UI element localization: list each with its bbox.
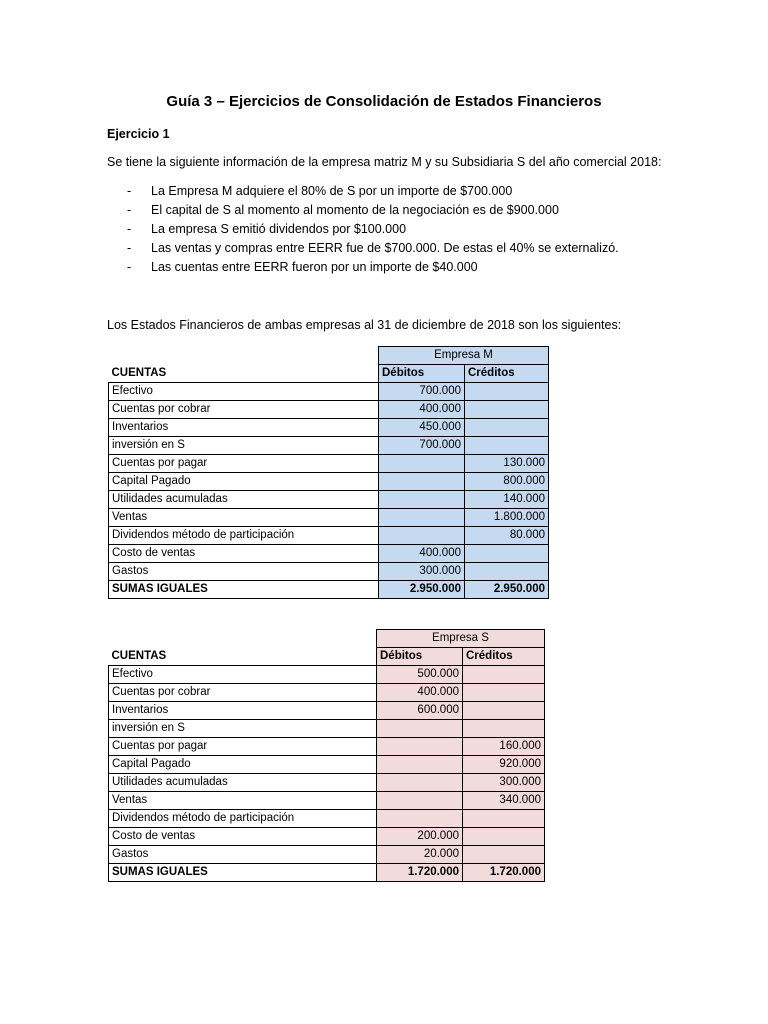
account-cell: Inventarios: [109, 702, 377, 720]
debit-cell: 450.000: [379, 419, 465, 437]
table-row: [109, 509, 549, 527]
table-row: [109, 774, 545, 792]
account-cell: Ventas: [109, 509, 379, 527]
account-cell: Efectivo: [109, 666, 377, 684]
debit-cell: 700.000: [379, 383, 465, 401]
account-cell: Utilidades acumuladas: [109, 774, 377, 792]
account-cell: Gastos: [109, 846, 377, 864]
debit-cell: [377, 810, 463, 828]
table-row: [109, 738, 545, 756]
total-credit: 1.720.000: [463, 864, 545, 882]
financial-table-empresa-s: [108, 629, 545, 882]
debit-cell: [377, 774, 463, 792]
statements-intro: Los Estados Financieros de ambas empresas al 31 de diciembre de 2018 son los siguientes:: [107, 318, 622, 332]
bullet-dash: -: [127, 260, 132, 274]
table-row: [109, 455, 549, 473]
account-cell: Cuentas por pagar: [109, 738, 377, 756]
account-cell: Costo de ventas: [109, 545, 379, 563]
credit-cell: [465, 419, 549, 437]
debit-cell: 400.000: [377, 684, 463, 702]
facts-list: [127, 183, 619, 278]
list-item: - El capital de S al momento al momento de la negociación es de $900.000: [127, 203, 559, 217]
total-debit: 1.720.000: [377, 864, 463, 882]
financial-table-empresa-m: [108, 346, 549, 599]
account-cell: Capital Pagado: [109, 473, 379, 491]
credit-cell: 140.000: [465, 491, 549, 509]
list-item: - Las ventas y compras entre EERR fue de $700.000. De estas el 40% se externalizó.: [127, 241, 619, 255]
account-cell: Gastos: [109, 563, 379, 581]
table-row: [109, 792, 545, 810]
debit-cell: 400.000: [379, 401, 465, 419]
bullet-dash: -: [127, 203, 132, 217]
account-cell: Efectivo: [109, 383, 379, 401]
empty-cell: [109, 630, 377, 648]
credits-header: Créditos: [465, 365, 549, 383]
bullet-dash: -: [127, 222, 132, 236]
table-row: [109, 684, 545, 702]
debit-cell: 700.000: [379, 437, 465, 455]
account-cell: Dividendos método de participación: [109, 527, 379, 545]
empty-cell: [109, 347, 379, 365]
debit-cell: [377, 756, 463, 774]
accounts-header: CUENTAS: [109, 365, 379, 383]
list-item: - La empresa S emitió dividendos por $100.000: [127, 222, 407, 236]
document-title: Guía 3 – Ejercicios de Consolidación de Estados Financieros: [166, 93, 602, 110]
table-row: [109, 401, 549, 419]
debit-cell: [377, 792, 463, 810]
debit-cell: [379, 509, 465, 527]
account-cell: Costo de ventas: [109, 828, 377, 846]
credit-cell: [465, 437, 549, 455]
credit-cell: [463, 702, 545, 720]
credit-cell: [463, 810, 545, 828]
debit-cell: [379, 455, 465, 473]
credit-cell: [465, 563, 549, 581]
credit-cell: [463, 846, 545, 864]
accounts-header: CUENTAS: [109, 648, 377, 666]
account-cell: Cuentas por cobrar: [109, 401, 379, 419]
account-cell: Utilidades acumuladas: [109, 491, 379, 509]
credit-cell: 340.000: [463, 792, 545, 810]
table-row: [109, 756, 545, 774]
debit-cell: [379, 527, 465, 545]
company-header: Empresa S: [377, 630, 545, 648]
account-cell: inversión en S: [109, 720, 377, 738]
table-row: [109, 527, 549, 545]
bullet-dash: -: [127, 184, 132, 198]
totals-row: [109, 864, 545, 882]
debit-cell: 400.000: [379, 545, 465, 563]
total-debit: 2.950.000: [379, 581, 465, 599]
table-row: [109, 383, 549, 401]
account-cell: Dividendos método de participación: [109, 810, 377, 828]
table-row: [109, 846, 545, 864]
account-cell: Inventarios: [109, 419, 379, 437]
credit-cell: [465, 401, 549, 419]
account-cell: Capital Pagado: [109, 756, 377, 774]
credit-cell: 300.000: [463, 774, 545, 792]
table-row: [109, 437, 549, 455]
debit-cell: [379, 473, 465, 491]
table-row: [109, 419, 549, 437]
bullet-dash: -: [127, 241, 132, 255]
debits-header: Débitos: [379, 365, 465, 383]
credit-cell: 80.000: [465, 527, 549, 545]
credit-cell: [463, 828, 545, 846]
list-item: - La Empresa M adquiere el 80% de S por un importe de $700.000: [127, 184, 513, 198]
debit-cell: 300.000: [379, 563, 465, 581]
credit-cell: [463, 720, 545, 738]
table-row: [109, 491, 549, 509]
table-row: [109, 666, 545, 684]
credit-cell: [465, 545, 549, 563]
table-row: [109, 810, 545, 828]
total-label: SUMAS IGUALES: [109, 581, 379, 599]
debit-cell: 200.000: [377, 828, 463, 846]
table-row: [109, 720, 545, 738]
list-item: - Las cuentas entre EERR fueron por un importe de $40.000: [127, 260, 478, 274]
credit-cell: 130.000: [465, 455, 549, 473]
total-label: SUMAS IGUALES: [109, 864, 377, 882]
debit-cell: [377, 720, 463, 738]
table-row: [109, 473, 549, 491]
debit-cell: 600.000: [377, 702, 463, 720]
account-cell: Cuentas por cobrar: [109, 684, 377, 702]
credit-cell: 920.000: [463, 756, 545, 774]
table-row: [109, 545, 549, 563]
credit-cell: 1.800.000: [465, 509, 549, 527]
credits-header: Créditos: [463, 648, 545, 666]
exercise-heading: Ejercicio 1: [107, 127, 170, 141]
debit-cell: 500.000: [377, 666, 463, 684]
debit-cell: 20.000: [377, 846, 463, 864]
account-cell: Ventas: [109, 792, 377, 810]
credit-cell: [463, 684, 545, 702]
debits-header: Débitos: [377, 648, 463, 666]
account-cell: Cuentas por pagar: [109, 455, 379, 473]
debit-cell: [379, 491, 465, 509]
credit-cell: 800.000: [465, 473, 549, 491]
account-cell: inversión en S: [109, 437, 379, 455]
table-row: [109, 563, 549, 581]
table-row: [109, 828, 545, 846]
credit-cell: 160.000: [463, 738, 545, 756]
credit-cell: [463, 666, 545, 684]
company-header: Empresa M: [379, 347, 549, 365]
credit-cell: [465, 383, 549, 401]
total-credit: 2.950.000: [465, 581, 549, 599]
totals-row: [109, 581, 549, 599]
debit-cell: [377, 738, 463, 756]
table-row: [109, 702, 545, 720]
intro-paragraph: Se tiene la siguiente información de la empresa matriz M y su Subsidiaria S del año comercial 2018:: [107, 155, 662, 169]
